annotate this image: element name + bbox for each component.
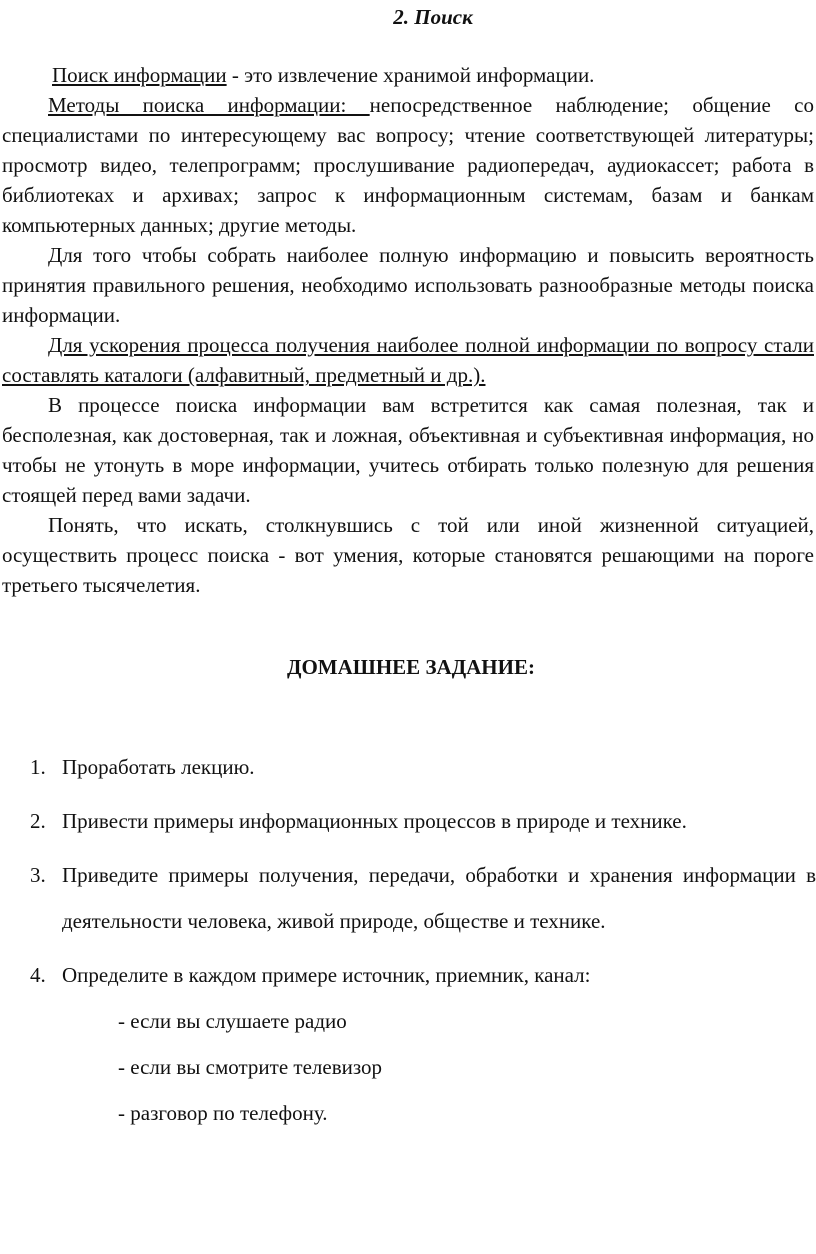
sub-list-item: - разговор по телефону. <box>118 1101 328 1125</box>
paragraph-definition <box>2 60 814 90</box>
homework-title: ДОМАШНЕЕ ЗАДАНИЕ: <box>287 655 535 679</box>
list-number: 1. <box>30 755 46 779</box>
paragraph-catalogs <box>2 330 814 390</box>
paragraph-skills: Понять, что искать, столкнувшись с той или иной жизненной ситуацией, осуществить процесс поиска - вот умения, которые становятся решающими на пороге третьего тысячелетия. <box>2 513 814 597</box>
sub-list-item: - если вы слушаете радио <box>118 1009 347 1033</box>
paragraph-text: - это извлечение хранимой информации. <box>226 63 595 87</box>
list-item <box>30 852 816 944</box>
sub-list <box>62 998 816 1136</box>
list-item-text: Привести примеры информационных процессов в природе и технике. <box>62 809 687 833</box>
paragraph-completeness: Для того чтобы собрать наиболее полную информацию и повысить вероятность принятия правильного решения, необходимо использовать разнообразные методы поиска информации. <box>2 243 814 327</box>
section-title: 2. Поиск <box>393 5 473 29</box>
term-underlined: Методы поиска информации: <box>48 93 370 117</box>
underlined-text: Для ускорения процесса получения наиболее полной информации по вопросу стали составлять каталоги (алфавитный, предметный и др.). <box>2 333 814 387</box>
paragraph-selection: В процессе поиска информации вам встретится как самая полезная, так и бесполезная, как достоверная, так и ложная, объективная и субъективная информация, но чтобы не утонуть в море информации, учитесь отбирать только полезную для решения стоящей перед вами задачи. <box>2 393 814 507</box>
list-item <box>30 744 816 790</box>
sub-list-item: - если вы смотрите телевизор <box>118 1055 383 1079</box>
list-number: 2. <box>30 809 46 833</box>
term-underlined: Поиск информации <box>52 63 227 87</box>
list-item <box>30 952 816 1136</box>
list-item-text: Проработать лекцию. <box>62 755 255 779</box>
list-number: 4. <box>30 963 46 987</box>
list-item-text: Определите в каждом примере источник, приемник, канал: <box>62 963 591 987</box>
list-number: 3. <box>30 863 46 887</box>
paragraph-text: непосредственное наблюдение; общение со специалистами по интересующему вас вопросу; чтение соответствующей литературы; просмотр видео, телепрограмм; прослушивание радиопередач, аудиокассет; работа в библиотеках и архивах; запрос к информационным системам, базам и банкам компьютерных данных; другие методы. <box>2 93 814 237</box>
list-item-text: Приведите примеры получения, передачи, обработки и хранения информации в деятельности человека, живой природе, обществе и технике. <box>62 863 816 933</box>
body-text <box>2 60 814 600</box>
list-item <box>30 798 816 844</box>
paragraph-methods <box>2 90 814 240</box>
homework-list <box>30 752 816 1152</box>
